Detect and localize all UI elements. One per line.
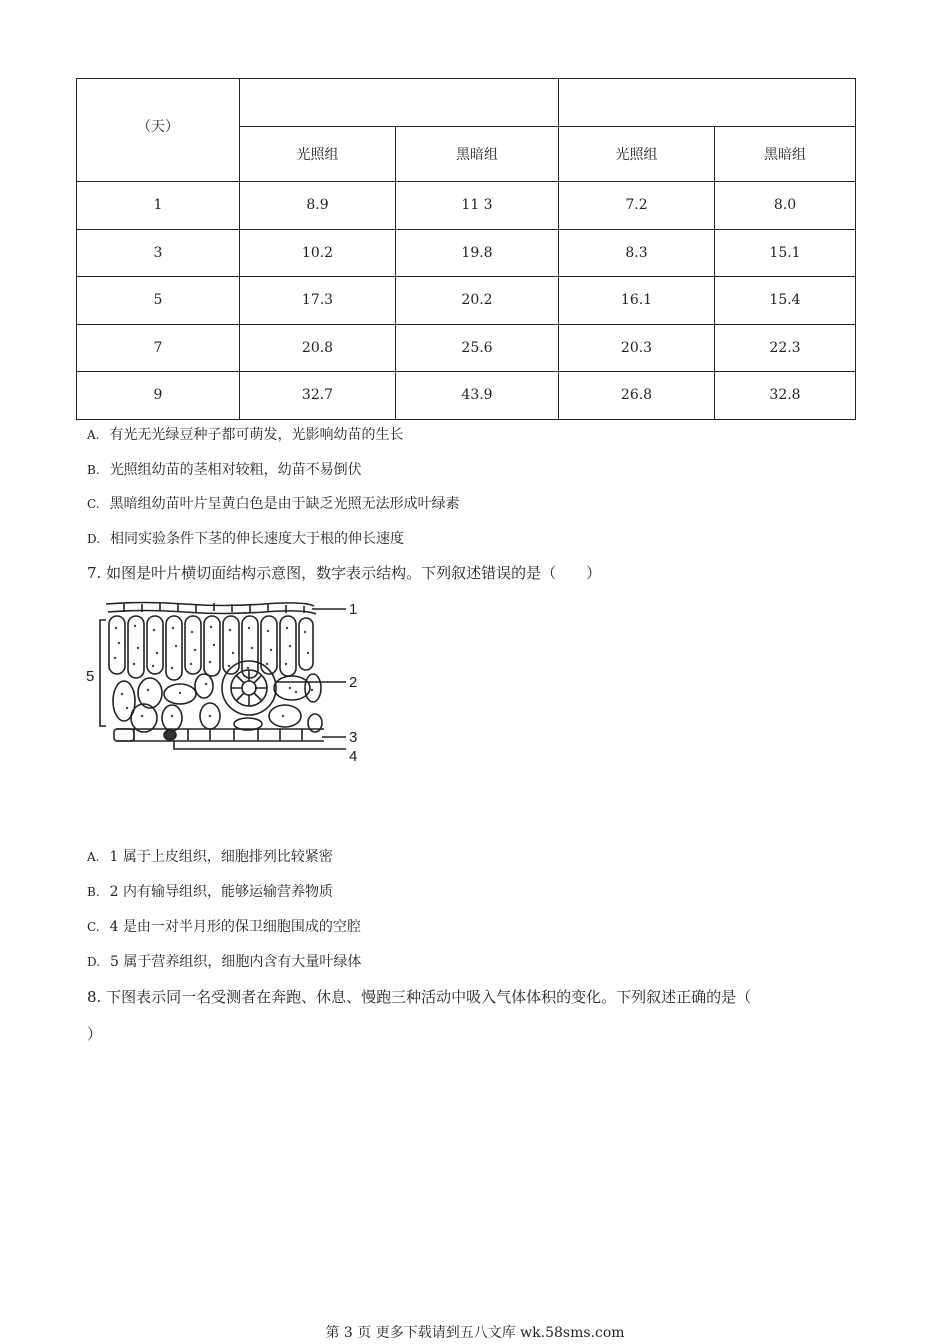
cell: 16.1 xyxy=(559,277,715,325)
q7-stem: 7. 如图是叶片横切面结构示意图，数字表示结构。下列叙述错误的是（ ） xyxy=(87,564,602,582)
cell-day: 9 xyxy=(77,372,240,420)
figure-label-4: 4 xyxy=(349,748,358,765)
germination-data-table xyxy=(76,78,856,420)
cell: 8.0 xyxy=(715,182,856,230)
table-row xyxy=(77,277,856,325)
upper-epidermis-top xyxy=(106,603,314,607)
cell: 17.3 xyxy=(240,277,396,325)
header-light-1: 光照组 xyxy=(240,127,396,182)
cell: 15.1 xyxy=(715,229,856,277)
header-days: （天） xyxy=(77,79,240,182)
figure-label-1: 1 xyxy=(349,601,358,618)
cell-day: 1 xyxy=(77,182,240,230)
header-dark-1: 黑暗组 xyxy=(396,127,559,182)
q6-option-b: B. 光照组幼苗的茎相对较粗，幼苗不易倒伏 xyxy=(87,462,362,478)
header-dark-2: 黑暗组 xyxy=(715,127,856,182)
cell: 19.8 xyxy=(396,229,559,277)
cell: 11 3 xyxy=(396,182,559,230)
cell: 7.2 xyxy=(559,182,715,230)
cell: 32.7 xyxy=(240,372,396,420)
cell-day: 3 xyxy=(77,229,240,277)
table-row xyxy=(77,229,856,277)
q8-stem-line2: ） xyxy=(87,1025,103,1043)
q6-option-d: D. 相同实验条件下茎的伸长速度大于根的伸长速度 xyxy=(87,531,405,547)
cell: 8.9 xyxy=(240,182,396,230)
cell-day: 5 xyxy=(77,277,240,325)
cell: 20.3 xyxy=(559,324,715,372)
header-group-b xyxy=(559,79,856,127)
cell-day: 7 xyxy=(77,324,240,372)
cell: 15.4 xyxy=(715,277,856,325)
figure-label-3: 3 xyxy=(349,729,358,746)
header-light-2: 光照组 xyxy=(559,127,715,182)
q7-option-c: C. 4 是由一对半月形的保卫细胞围成的空腔 xyxy=(87,919,361,935)
cell: 25.6 xyxy=(396,324,559,372)
header-group-a xyxy=(240,79,559,127)
cell: 20.8 xyxy=(240,324,396,372)
table-row xyxy=(77,372,856,420)
q6-option-c: C. 黑暗组幼苗叶片呈黄白色是由于缺乏光照无法形成叶绿素 xyxy=(87,496,460,512)
upper-epidermis-bottom xyxy=(108,611,316,615)
cell: 20.2 xyxy=(396,277,559,325)
q7-option-d: D. 5 属于营养组织，细胞内含有大量叶绿体 xyxy=(87,954,362,970)
page-footer: 第 3 页 更多下载请到五八文库 wk.58sms.com xyxy=(325,1325,625,1341)
cell: 32.8 xyxy=(715,372,856,420)
table-row xyxy=(77,324,856,372)
q8-stem-line1: 8. 下图表示同一名受测者在奔跑、休息、慢跑三种活动中吸入气体体积的变化。下列叙述正确的是（ xyxy=(87,988,752,1006)
leaf-cross-section-figure xyxy=(84,598,374,768)
leader-4 xyxy=(174,741,346,749)
table-row xyxy=(77,182,856,230)
cell: 10.2 xyxy=(240,229,396,277)
cell: 43.9 xyxy=(396,372,559,420)
q6-option-a: A. 有光无光绿豆种子都可萌发，光影响幼苗的生长 xyxy=(87,427,404,443)
q7-option-a: A. 1 属于上皮组织，细胞排列比较紧密 xyxy=(87,849,333,865)
figure-label-5: 5 xyxy=(86,668,95,685)
figure-label-2: 2 xyxy=(349,674,358,691)
cell: 26.8 xyxy=(559,372,715,420)
cell: 8.3 xyxy=(559,229,715,277)
cell: 22.3 xyxy=(715,324,856,372)
q7-option-b: B. 2 内有输导组织，能够运输营养物质 xyxy=(87,884,333,900)
